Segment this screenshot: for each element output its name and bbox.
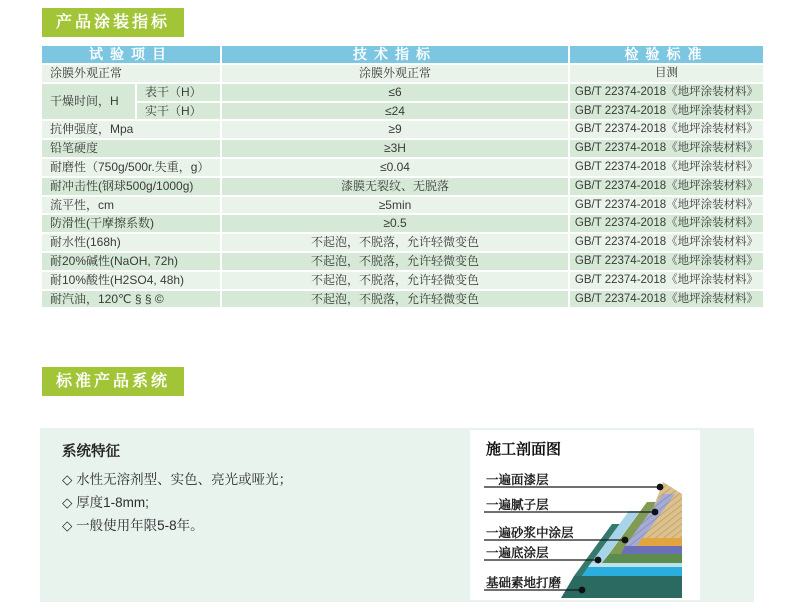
table-row bbox=[42, 84, 763, 101]
cell-standard: GB/T 22374-2018《地坪涂装材料》 bbox=[570, 140, 763, 157]
layer-base-front bbox=[561, 576, 682, 598]
col-header-inspection-standard: 检验标准 bbox=[570, 46, 763, 63]
cell-value: ≥5min bbox=[222, 197, 568, 214]
cell-item: 抗伸强度，Mpa bbox=[42, 121, 220, 138]
cell-value: 不起泡，不脱落，允许轻微变色 bbox=[222, 253, 568, 270]
table-row bbox=[42, 121, 763, 138]
table-row bbox=[42, 178, 763, 195]
table-row bbox=[42, 65, 763, 82]
section-title-coating-indicators: 产品涂装指标 bbox=[42, 8, 184, 37]
cell-value: 不起泡，不脱落，允许轻微变色 bbox=[222, 272, 568, 289]
table-row bbox=[42, 103, 763, 120]
system-features-box bbox=[40, 428, 754, 602]
pointer-dot-topcoat bbox=[657, 484, 664, 491]
feature-item: ◇ 水性无溶剂型、实色、亮光或哑光； bbox=[62, 472, 293, 487]
cell-subitem: 表干（H） bbox=[137, 84, 220, 101]
cell-standard: GB/T 22374-2018《地坪涂装材料》 bbox=[570, 159, 763, 176]
diagram-title: 施工剖面图 bbox=[486, 441, 562, 458]
table-row bbox=[42, 159, 763, 176]
cell-standard: GB/T 22374-2018《地坪涂装材料》 bbox=[570, 178, 763, 195]
cell-value: ≥9 bbox=[222, 121, 568, 138]
cell-standard: GB/T 22374-2018《地坪涂装材料》 bbox=[570, 197, 763, 214]
cell-value: ≤0.04 bbox=[222, 159, 568, 176]
cell-value: ≥0.5 bbox=[222, 215, 568, 232]
cell-value: ≥3H bbox=[222, 140, 568, 157]
cell-value: ≤24 bbox=[222, 103, 568, 120]
coating-spec-table bbox=[40, 44, 765, 309]
cell-item: 流平性，cm bbox=[42, 197, 220, 214]
feature-item: ◇ 一般使用年限5-8年。 bbox=[62, 518, 204, 533]
cell-item: 耐汽油，120℃ § § © bbox=[42, 291, 220, 308]
cell-item: 耐20%碱性(NaOH, 72h) bbox=[42, 253, 220, 270]
table-row bbox=[42, 215, 763, 232]
table-row bbox=[42, 234, 763, 251]
cell-value: 漆膜无裂纹、无脱落 bbox=[222, 178, 568, 195]
cell-item-drying-time: 干燥时间，H bbox=[42, 84, 135, 120]
layer-label-topcoat: 一遍面漆层 bbox=[486, 473, 549, 487]
features-heading: 系统特征 bbox=[62, 444, 120, 460]
cell-standard: GB/T 22374-2018《地坪涂装材料》 bbox=[570, 215, 763, 232]
cell-value: ≤6 bbox=[222, 84, 568, 101]
cell-item: 耐水性(168h) bbox=[42, 234, 220, 251]
table-row bbox=[42, 197, 763, 214]
cell-standard: GB/T 22374-2018《地坪涂装材料》 bbox=[570, 121, 763, 138]
cell-standard: 目测 bbox=[570, 65, 763, 82]
cell-value: 不起泡，不脱落，允许轻微变色 bbox=[222, 291, 568, 308]
layer-putty-front bbox=[621, 546, 682, 554]
construction-section-panel bbox=[470, 430, 700, 600]
table-header-row bbox=[42, 46, 763, 63]
cell-standard: GB/T 22374-2018《地坪涂装材料》 bbox=[570, 253, 763, 270]
cell-item: 耐冲击性(钢球500g/1000g) bbox=[42, 178, 220, 195]
cell-item: 铅笔硬度 bbox=[42, 140, 220, 157]
pointer-dot-primer bbox=[595, 557, 602, 564]
layer-label-putty: 一遍腻子层 bbox=[486, 498, 549, 512]
layer-label-primer: 一遍底涂层 bbox=[486, 546, 549, 560]
layer-orange-front bbox=[637, 538, 682, 546]
table-row bbox=[42, 272, 763, 289]
cell-item: 涂膜外观正常 bbox=[42, 65, 220, 82]
cell-standard: GB/T 22374-2018《地坪涂装材料》 bbox=[570, 84, 763, 101]
pointer-dot-mortar bbox=[622, 537, 629, 544]
table-row bbox=[42, 253, 763, 270]
col-header-tech-indicator: 技术指标 bbox=[222, 46, 568, 63]
cell-item: 耐10%酸性(H2SO4, 48h) bbox=[42, 272, 220, 289]
table-row bbox=[42, 291, 763, 308]
table-row bbox=[42, 140, 763, 157]
col-header-test-item: 试验项目 bbox=[42, 46, 220, 63]
pointer-dot-base bbox=[579, 587, 586, 594]
cell-item: 防滑性(干摩擦系数) bbox=[42, 215, 220, 232]
layer-blue-edge bbox=[588, 563, 682, 567]
layer-label-base: 基础素地打磨 bbox=[486, 576, 562, 590]
cell-item: 耐磨性（750g/500r.失重，g） bbox=[42, 159, 220, 176]
pointer-dot-putty bbox=[652, 509, 659, 516]
cell-standard: GB/T 22374-2018《地坪涂装材料》 bbox=[570, 103, 763, 120]
cell-standard: GB/T 22374-2018《地坪涂装材料》 bbox=[570, 291, 763, 308]
section-title-standard-product-system: 标准产品系统 bbox=[42, 367, 184, 396]
cell-value: 涂膜外观正常 bbox=[222, 65, 568, 82]
layer-mortar-front bbox=[602, 554, 682, 563]
layer-label-mortar: 一遍砂浆中涂层 bbox=[486, 526, 574, 540]
cell-standard: GB/T 22374-2018《地坪涂装材料》 bbox=[570, 234, 763, 251]
cell-subitem: 实干（H） bbox=[137, 103, 220, 120]
cell-standard: GB/T 22374-2018《地坪涂装材料》 bbox=[570, 272, 763, 289]
cell-value: 不起泡，不脱落，允许轻微变色 bbox=[222, 234, 568, 251]
layer-cyan-front bbox=[582, 567, 682, 576]
feature-item: ◇ 厚度1-8mm; bbox=[62, 495, 149, 510]
